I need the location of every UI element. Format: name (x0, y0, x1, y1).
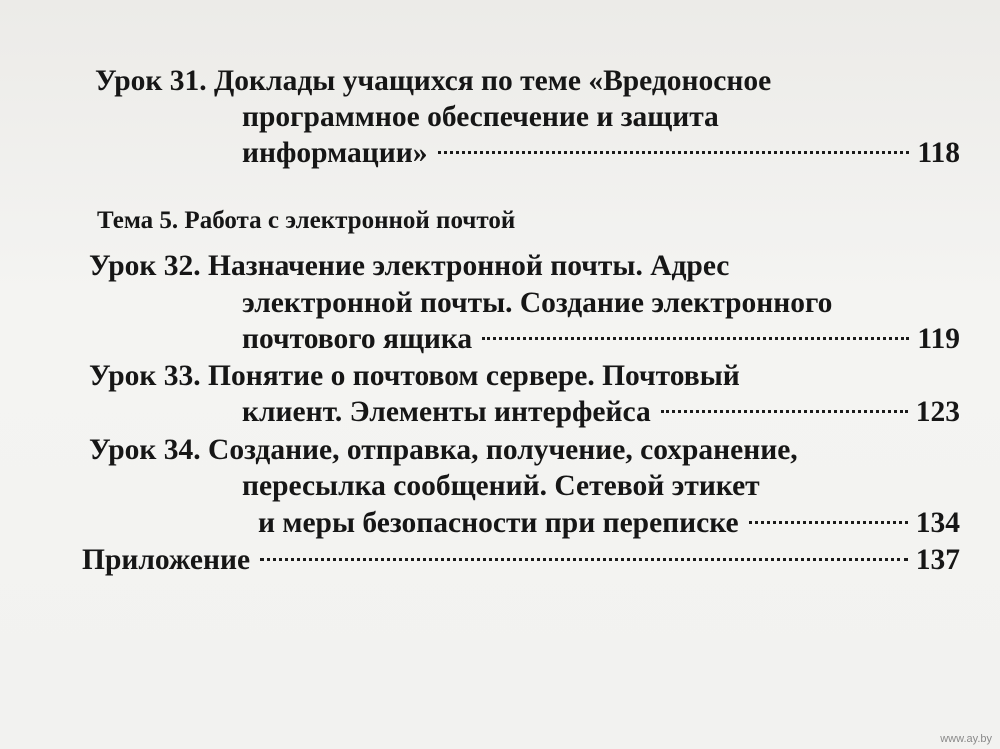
lesson-33-title-line-1: Понятие о почтовом сервере. Почтовый (208, 360, 740, 392)
dot-leader (482, 337, 909, 340)
toc-entry-lesson-33-last-line (242, 394, 960, 430)
appendix-label: Приложение (82, 544, 251, 576)
lesson-33-title-line-2: клиент. Элементы интерфейса (242, 396, 651, 428)
toc-entry-lesson-32-last-line (242, 321, 960, 357)
lesson-31-title-line-2: программное обеспечение и защита (242, 101, 719, 133)
lesson-34-title-line-3: и меры безопасности при переписке (258, 507, 739, 539)
appendix-page-number: 137 (915, 544, 960, 576)
lesson-31-page-number: 118 (917, 137, 960, 169)
toc-entry-appendix (82, 542, 960, 578)
lesson-32-page-number: 119 (917, 323, 960, 355)
lesson-33-page-number: 123 (915, 396, 960, 428)
watermark: www.ay.by (940, 733, 992, 745)
dot-leader (749, 521, 908, 524)
toc-entry-lesson-32-line-1 (89, 248, 729, 284)
lesson-34-label: Урок 34. (89, 434, 201, 466)
dot-leader (260, 558, 908, 561)
toc-entry-lesson-31-line-1 (95, 63, 771, 99)
dot-leader (438, 151, 910, 154)
lesson-31-label: Урок 31. (95, 65, 207, 97)
lesson-34-title-line-2: пересылка сообщений. Сетевой этикет (242, 470, 760, 502)
dot-leader (661, 410, 908, 413)
lesson-34-page-number: 134 (915, 507, 960, 539)
lesson-31-title-line-3: информации» (242, 137, 428, 169)
lesson-34-title-line-1: Создание, отправка, получение, сохранение, (208, 434, 798, 466)
lesson-32-title-line-3: почтового ящика (242, 323, 473, 355)
lesson-32-title-line-2: электронной почты. Создание электронного (242, 287, 833, 319)
toc-entry-lesson-33-line-1 (89, 358, 740, 394)
lesson-33-label: Урок 33. (89, 360, 201, 392)
topic-5-heading: Тема 5. Работа с электронной почтой (97, 207, 516, 234)
toc-entry-lesson-31-last-line (242, 135, 960, 171)
lesson-32-title-line-1: Назначение электронной почты. Адрес (208, 250, 730, 282)
toc-entry-lesson-34-last-line (258, 505, 960, 541)
lesson-31-title-line-1: Доклады учащихся по теме «Вредоносное (214, 65, 772, 97)
lesson-32-label: Урок 32. (89, 250, 201, 282)
toc-entry-lesson-34-line-1 (89, 432, 798, 468)
